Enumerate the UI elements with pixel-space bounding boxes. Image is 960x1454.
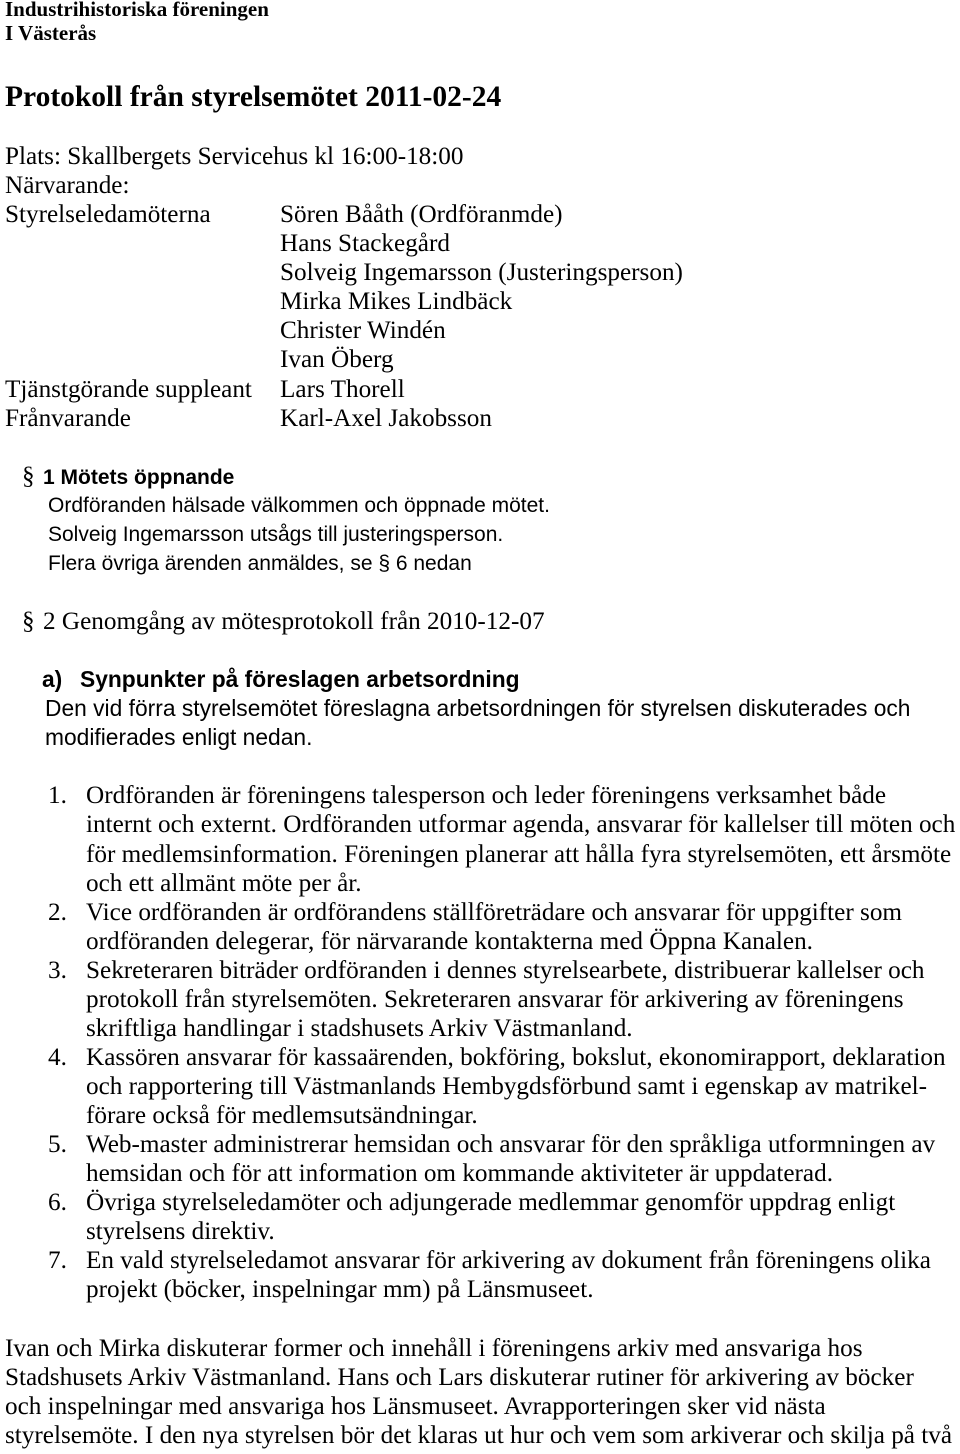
attendance-group-board: [0, 200, 960, 374]
rule-number: 5.: [48, 1131, 67, 1159]
closing-text-line: styrelsemöte. I den nya styrelsen bör det klaras ut hur och vem som arkiverar och skilja på två: [5, 1421, 953, 1449]
attendance-name: Lars Thorell: [280, 375, 405, 403]
spacer: [0, 752, 960, 781]
rule-text-line: hemsidan och för att information om kommande aktiviteter är uppdaterad.: [86, 1160, 833, 1188]
rule-text-line: Kassören ansvarar för kassaärenden, bokföring, bokslut, ekonomirapport, deklaration: [86, 1043, 946, 1071]
attendance-role: Frånvarande: [5, 404, 131, 432]
attendance-names: [280, 200, 960, 374]
section-title: 1 Mötets öppnande: [43, 465, 235, 489]
minutes-body: [0, 142, 960, 1450]
rule-text-line: Web-master administrerar hemsidan och ansvarar för den språkliga utformningen av: [86, 1131, 936, 1159]
attendance-names: [280, 375, 960, 404]
rule-text-line: Sekreteraren biträder ordföranden i dennes styrelsearbete, distribuerar kallelser och: [86, 956, 925, 984]
rule-text-line: En vald styrelseledamot ansvarar för arkivering av dokument från föreningens olika: [86, 1247, 931, 1275]
rule-number: 4.: [48, 1043, 67, 1071]
attendance-group-substitute: [0, 375, 960, 404]
rule-item: [0, 1246, 960, 1304]
subsection-heading: [0, 665, 960, 694]
organization-name: Industrihistoriska föreningen: [5, 0, 269, 21]
rule-item: [0, 1188, 960, 1246]
section-symbol: §: [22, 462, 35, 490]
rule-number: 7.: [48, 1247, 67, 1275]
rule-number: 2.: [48, 898, 67, 926]
section-title: 2 Genomgång av mötesprotokoll från 2010-12-07: [43, 608, 545, 635]
rule-number: 1.: [48, 782, 67, 810]
rule-text-line: Övriga styrelseledamöter och adjungerade medlemmar genomför uppdrag enligt: [86, 1189, 896, 1217]
section-text-line: Ordföranden hälsade välkommen och öppnade mötet.: [48, 493, 550, 517]
attendance-name: Ivan Öberg: [280, 346, 394, 374]
rule-text-line: styrelsens direktiv.: [86, 1218, 275, 1246]
closing-paragraph: [0, 1334, 960, 1450]
rule-item: [0, 898, 960, 956]
rule-text-line: internt och externt. Ordföranden utformar agenda, ansvarar för kallelser till möten och: [86, 811, 956, 839]
subsection-text-line: modifierades enligt nedan.: [45, 724, 313, 751]
subsection-marker: a): [42, 666, 63, 693]
rule-text-line: Ordföranden är föreningens talesperson och leder föreningens verksamhet både: [86, 782, 887, 810]
rule-text-line: protokoll från styrelsemöten. Sekreteraren ansvarar för arkivering av föreningens: [86, 985, 904, 1013]
organization-city: I Västerås: [5, 21, 97, 46]
attendance-role: Tjänstgörande suppleant: [5, 375, 252, 403]
spacer: [0, 1305, 960, 1334]
rule-text-line: och ett allmänt möte per år.: [86, 869, 362, 897]
attendance-group-absent: [0, 404, 960, 433]
rule-item: [0, 1130, 960, 1188]
attendance-name: Mirka Mikes Lindbäck: [280, 288, 513, 316]
section-heading-2: [0, 607, 960, 636]
attendance-name: Hans Stackegård: [280, 230, 450, 258]
rule-item: [0, 781, 960, 897]
rule-number: 3.: [48, 956, 67, 984]
document-header: [5, 0, 269, 45]
attendance-role: Styrelseledamöterna: [5, 201, 211, 229]
rule-text-line: förare också för medlemsutsändningar.: [86, 1102, 478, 1130]
section-text-line: Solveig Ingemarsson utsågs till justeringsperson.: [48, 522, 504, 546]
attendance-name: Karl-Axel Jakobsson: [280, 404, 492, 432]
section-heading-1: [0, 462, 960, 491]
subsection-title: Synpunkter på föreslagen arbetsordning: [80, 666, 520, 693]
page-title: Protokoll från styrelsemötet 2011-02-24: [5, 80, 502, 113]
subsection-text-line: Den vid förra styrelsemötet föreslagna arbetsordningen för styrelsen diskuterades och: [45, 695, 911, 722]
rule-text-line: för medlemsinformation. Föreningen planerar att hålla fyra styrelsemöten, ett årsmöte: [86, 840, 952, 868]
closing-text-line: Stadshusets Arkiv Västmanland. Hans och Lars diskuterar rutiner för arkivering av böcker: [5, 1363, 914, 1391]
rule-item: [0, 956, 960, 1043]
closing-text-line: Ivan och Mirka diskuterar former och innehåll i föreningens arkiv med ansvariga hos: [5, 1334, 863, 1362]
section-symbol: §: [22, 608, 35, 635]
closing-text-line: och inspelningar med ansvariga hos Länsmuseet. Avrapporteringen sker vid nästa: [5, 1392, 826, 1420]
spacer: [0, 636, 960, 665]
rule-text-line: och rapportering till Västmanlands Hembygdsförbund samt i egenskap av matrikel-: [86, 1073, 928, 1100]
meeting-place: Plats: Skallbergets Servicehus kl 16:00-18:00: [5, 143, 464, 170]
spacer: [0, 433, 960, 462]
rule-item: [0, 1043, 960, 1130]
section-text-line: Flera övriga ärenden anmäldes, se § 6 nedan: [48, 551, 472, 575]
rule-text-line: projekt (böcker, inspelningar mm) på Länsmuseet.: [86, 1276, 594, 1304]
rules-list: [0, 781, 960, 1304]
present-label: Närvarande:: [5, 172, 130, 200]
spacer: [0, 578, 960, 607]
attendance-name: Christer Windén: [280, 317, 446, 345]
attendance-names: [280, 404, 960, 433]
rule-text-line: Vice ordföranden är ordförandens ställföreträdare och ansvarar för uppgifter som: [86, 898, 903, 926]
rule-text-line: ordföranden delegerar, för närvarande kontakterna med Öppna Kanalen.: [86, 927, 813, 955]
rule-number: 6.: [48, 1189, 67, 1217]
rule-text-line: skriftliga handlingar i stadshusets Arkiv Västmanland.: [86, 1014, 633, 1042]
attendance-name: Sören Bååth (Ordföranmde): [280, 201, 563, 229]
attendance-name: Solveig Ingemarsson (Justeringsperson): [280, 259, 683, 287]
